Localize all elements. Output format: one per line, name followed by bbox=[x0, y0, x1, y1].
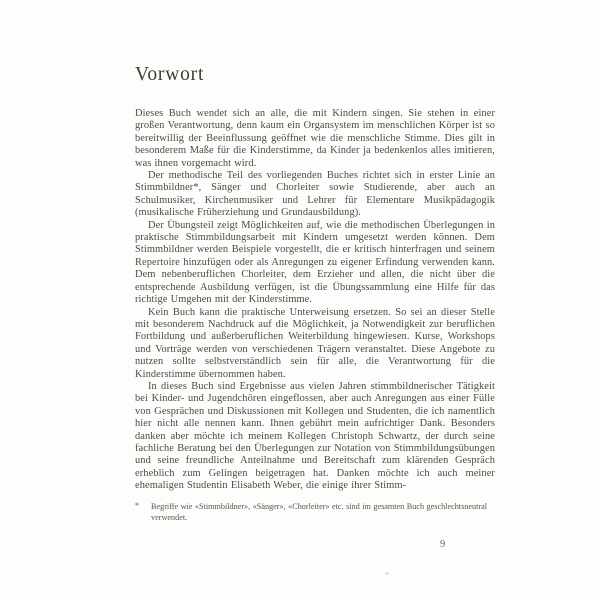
page-title: Vorwort bbox=[135, 64, 205, 85]
paragraph-4: Kein Buch kann die praktische Unterweisung ersetzen. So sei an dieser Stelle mit besonderem Nachdruck auf die Möglichkeit, ja Notwendigkeit zur beruflichen Fortbildung und außerberuflichen Weiterbildung hingewiesen. Kurse, Workshops und Vorträge werden von verschiedenen Trägern veranstaltet. Diese Angebote zu nutzen sollte selbstverständlich sein für alle, die Verantwortung für die Kinderstimme übernommen haben. bbox=[135, 306, 495, 380]
footnote-text: Begriffe wie «Stimmbildner», «Sänger», «Chorleiter» etc. sind im gesamten Buch geschlechtsneutral verwendet. bbox=[151, 502, 487, 522]
footnote-marker: * bbox=[135, 501, 139, 510]
paragraph-5: In dieses Buch sind Ergebnisse aus vielen Jahren stimmbildnerischer Tätigkeit bei Kinder- und Jugendchören eingeflossen, aber auch Anregungen aus einer Fülle von Gesprächen und Diskussionen mit Kollegen und Studenten, die ich namentlich hier nicht alle nennen kann. Ihnen gebührt mein aufrichtiger Dank. Besonders danken aber möchte ich meinem Kollegen Christoph Schwartz, der durch seine fachliche Beratung bei den Überlegungen zur Notation von Stimmbildungsübungen und seine freundliche Anteilnahme und Bereitschaft zum klärenden Gespräch erheblich zum Gelingen beigetragen hat. Danken möchte ich auch meiner ehemaligen Studentin Elisabeth Weber, die einige ihrer Stimm- bbox=[135, 380, 495, 492]
footnote bbox=[135, 502, 487, 523]
page-number: 9 bbox=[440, 539, 446, 550]
scan-speck bbox=[385, 572, 389, 575]
preface-body bbox=[135, 108, 495, 493]
paragraph-3: Der Übungsteil zeigt Möglichkeiten auf, wie die methodischen Überlegungen in praktische Stimmbildungsarbeit mit Kindern umgesetzt werden können. Dem Stimmbildner werden Beispiele vorgestellt, die er kritisch hinterfragen und seinem Repertoire hinzufügen oder als Anregungen zu eigener Erfindung verwenden kann. Dem nebenberuflichen Chorleiter, dem Erzieher und allen, die nicht über die entsprechende Ausbildung verfügen, ist die Übungssammlung eine Hilfe für das richtige Umgehen mit der Kinderstimme. bbox=[135, 219, 495, 306]
paragraph-2: Der methodische Teil des vorliegenden Buches richtet sich in erster Linie an Stimmbildner*, Sänger und Chorleiter sowie Studierende, aber auch an Schulmusiker, Kirchenmusiker und Lehrer für Elementare Musikpädagogik (musikalische Früherziehung und Grundausbildung). bbox=[135, 170, 495, 219]
paragraph-1: Dieses Buch wendet sich an alle, die mit Kindern singen. Sie stehen in einer großen Verantwortung, denn kaum ein Organsystem im menschlichen Körper ist so bereitwillig der Beeinflussung geöffnet wie die menschliche Stimme. Dies gilt in besonderem Maße für die Kinderstimme, da Kinder ja bedenkenlos alles imitieren, was ihnen vorgemacht wird. bbox=[135, 108, 495, 169]
